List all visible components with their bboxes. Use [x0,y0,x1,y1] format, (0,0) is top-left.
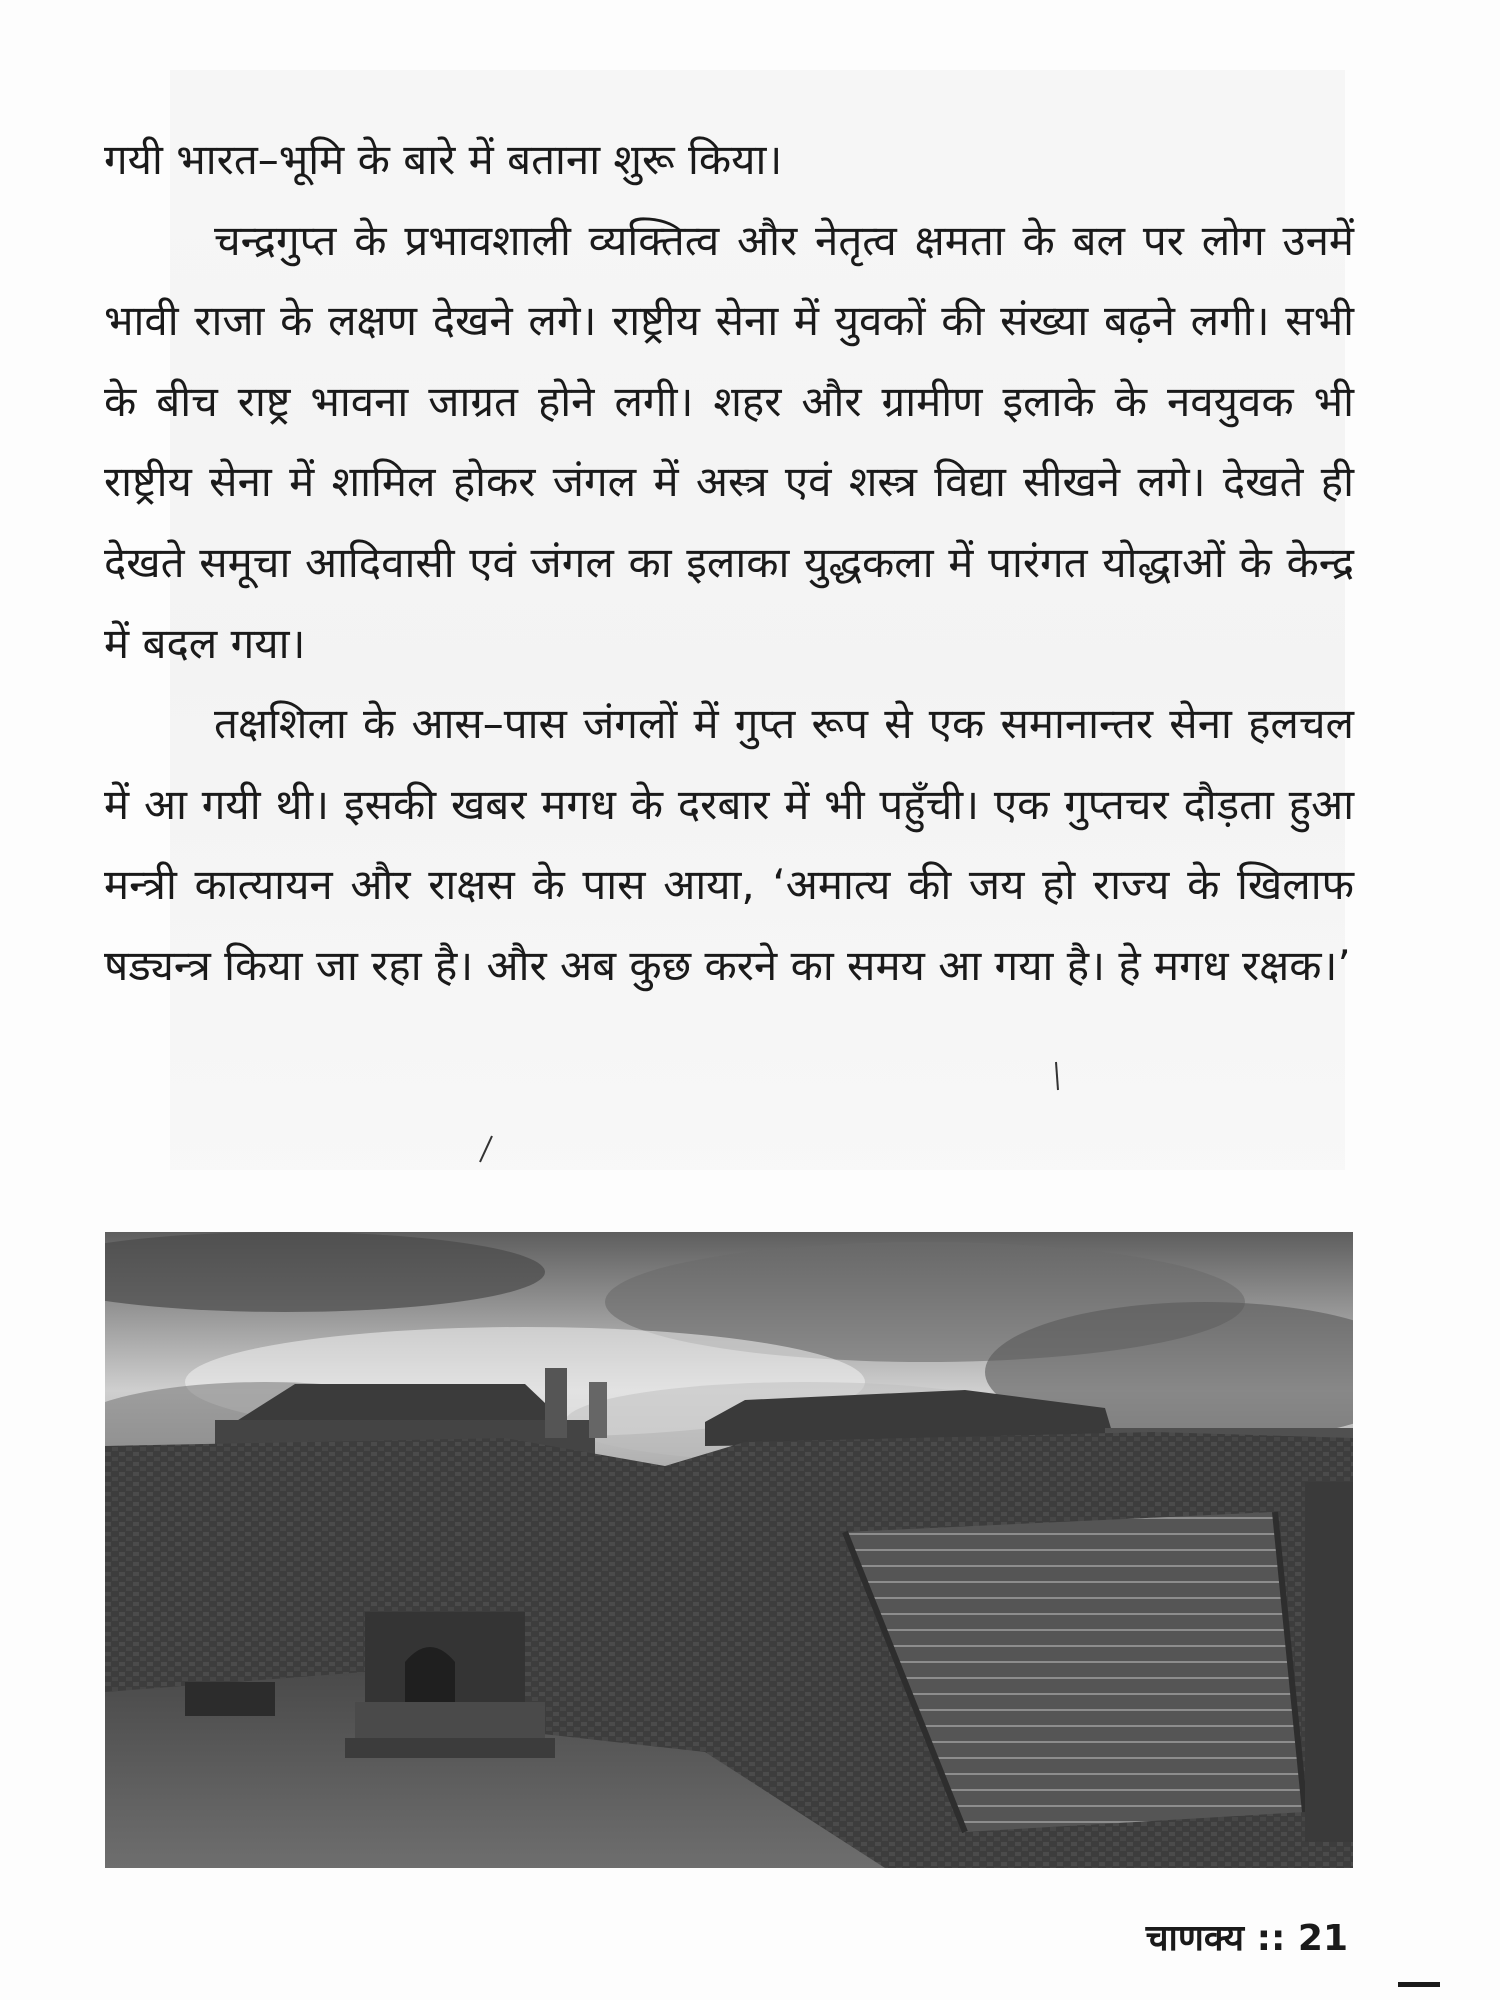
corner-dash [1398,1982,1440,1987]
paragraph-takshashila: तक्षशिला के आस–पास जंगलों में गुप्त रूप से एक समानान्तर सेना हलचल में आ गयी थी। इसकी खबर मगध के दरबार में भी पहुँची। एक गुप्तचर दौड़ता हुआ मन्त्री कात्यायन और राक्षस के पास आया, ‘अमात्य की जय हो राज्य के खिलाफ षड्यन्त्र किया जा रहा है। और अब कुछ करने का समय आ गया है। हे मगध रक्षक।’ [104,699,1354,990]
page-footer: चाणक्य :: 21 [1145,1918,1348,1959]
ruins-photograph [105,1232,1353,1868]
paragraph-chandragupta: चन्द्रगुप्त के प्रभावशाली व्यक्तित्व और नेतृत्व क्षमता के बल पर लोग उनमें भावी राजा के लक्षण देखने लगे। राष्ट्रीय सेना में युवकों की संख्या बढ़ने लगी। सभी के बीच राष्ट्र भावना जाग्रत होने लगी। शहर और ग्रामीण इलाके के नवयुवक भी राष्ट्रीय सेना में शामिल होकर जंगल में अस्त्र एवं शस्त्र विद्या सीखने लगे। देखते ही देखते समूचा आदिवासी एवं जंगल का इलाका युद्धकला में पारंगत योद्धाओं के केन्द्र में बदल गया। [104,215,1354,668]
body-text [104,120,1354,1007]
ruins-illustration [105,1232,1353,1868]
paragraph-continuation: गयी भारत–भूमि के बारे में बताना शुरू किया। [104,135,783,184]
